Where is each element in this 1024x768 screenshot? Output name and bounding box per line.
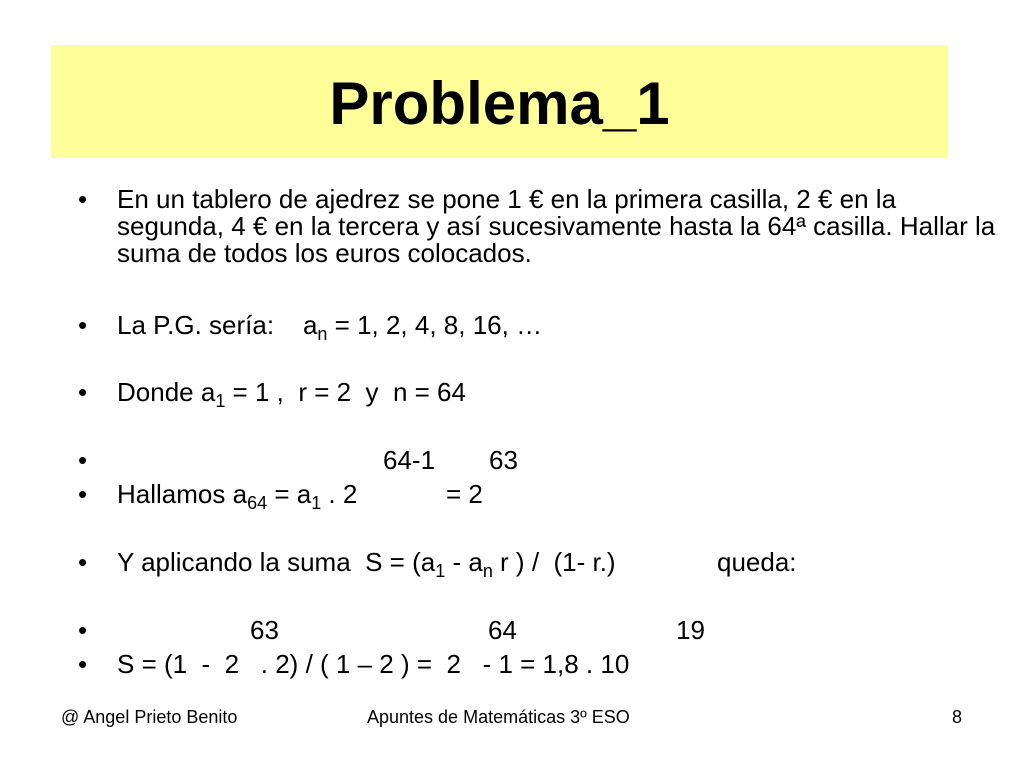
suma-line [117,547,616,581]
bullet-dot: • [78,649,88,679]
hallamos-part-1: Hallamos a [117,479,248,509]
bullet-dot: • [78,184,88,214]
exponent-63: 63 [489,445,518,475]
suma-sub-1: 1 [435,561,446,581]
title-banner [51,45,948,158]
hallamos-result: = 2 [446,479,483,509]
exponent-63-b: 63 [250,615,279,645]
bullet-dot: • [78,615,88,645]
pg-suffix: = 1, 2, 4, 8, 16, … [327,310,543,340]
pg-subscript: n [317,324,328,344]
suma-queda: queda: [717,547,797,577]
hallamos-line [117,479,358,513]
hallamos-sub-64: 64 [247,493,268,513]
exponent-19: 19 [676,615,705,645]
suma-part-3: r ) / (1- r.) [492,547,616,577]
pg-prefix: La P.G. sería: a [117,310,318,340]
slide-title: Problema_1 [329,70,670,137]
exponent-64-1: 64-1 [383,445,436,475]
pg-sequence-line [117,310,543,344]
donde-prefix: Donde a [117,377,216,407]
suma-part-2: - a [445,547,483,577]
donde-suffix: = 1 , r = 2 y n = 64 [225,377,466,407]
suma-sub-n: n [482,561,493,581]
hallamos-part-3: . 2 [321,479,358,509]
bullet-dot: • [78,377,88,407]
exponent-64: 64 [488,615,517,645]
bullet-dot: • [78,547,88,577]
suma-part-1: Y aplicando la suma S = (a [117,547,436,577]
hallamos-part-2: = a [267,479,312,509]
problem-statement: En un tablero de ajedrez se pone 1 € en la primera casilla, 2 € en la segunda, 4 € en la tercera y así sucesivamente hasta la 64ª casilla. Hallar la suma de todos los euros colocados. [117,184,996,268]
donde-subscript: 1 [215,391,226,411]
bullet-dot: • [78,445,88,475]
donde-line [117,377,466,411]
footer-author: @ Angel Prieto Benito [61,707,238,727]
hallamos-sub-1: 1 [311,493,322,513]
result-line: S = (1 - 2 . 2) / ( 1 – 2 ) = 2 - 1 = 1,8 . 10 [117,649,630,679]
bullet-dot: • [78,479,88,509]
footer-page-number: 8 [952,707,963,727]
bullet-dot: • [78,310,88,340]
footer-course: Apuntes de Matemáticas 3º ESO [367,707,630,727]
